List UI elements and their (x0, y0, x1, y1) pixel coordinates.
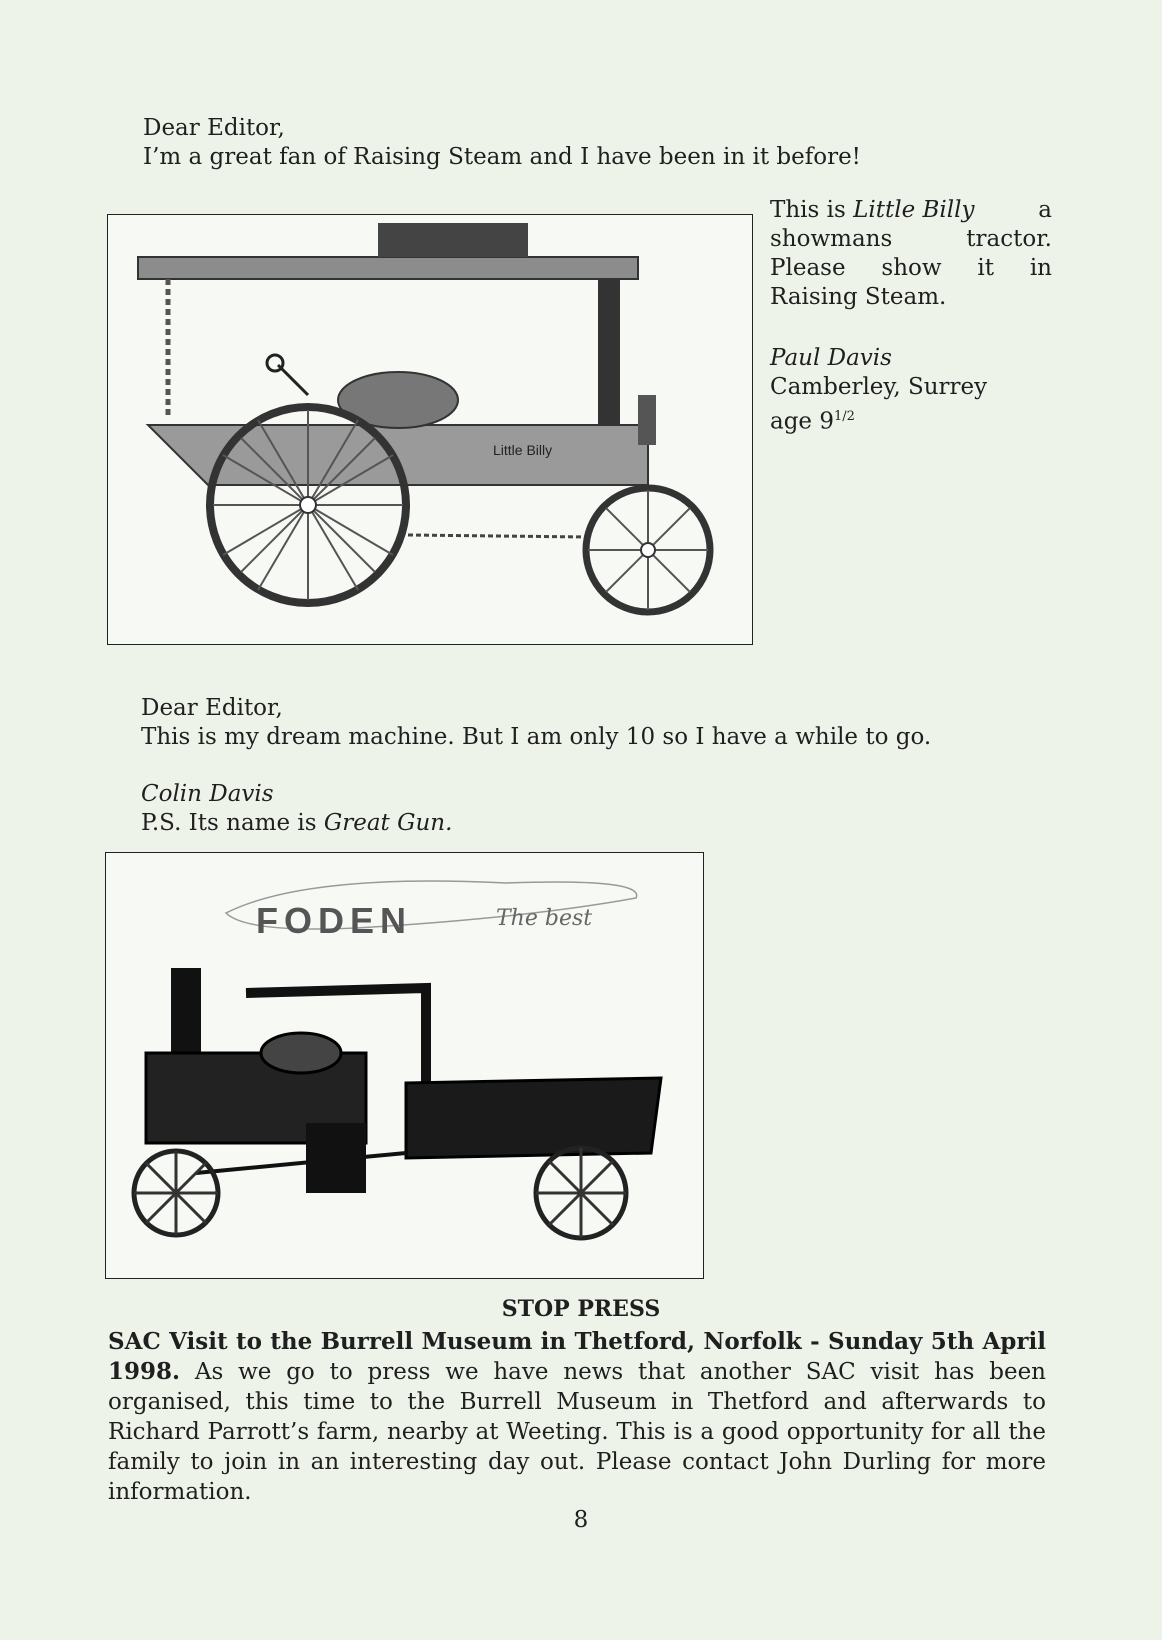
caption-word: Raising Steam. (770, 284, 947, 310)
letter2-postscript (141, 809, 452, 838)
caption-row1-end: a (1038, 197, 1052, 223)
best-label: The best (496, 906, 593, 931)
great-gun-drawing (105, 852, 704, 1279)
letter2-greeting: Dear Editor, (141, 695, 283, 721)
stop-press-text: As we go to press we have news that another SAC visit has been organised, this time to the Burrell Museum in Thetford and afterwards to Richard Parrott’s farm, nearby at Weeting. This is a good opportunity for all the family to join in an interesting day out. Please contact John Durling for more information. (108, 1359, 1046, 1505)
letter2-signature: Colin Davis (141, 781, 274, 807)
caption-word: show (881, 255, 942, 281)
caption-word: showmans (770, 226, 893, 252)
caption-prefix: This is (770, 197, 854, 223)
foden-label: FODEN (256, 900, 412, 941)
stop-press-heading: STOP PRESS (501, 1296, 661, 1322)
caption-word: tractor. (966, 226, 1052, 252)
caption-word: Please (770, 255, 846, 281)
stop-press-body (108, 1298, 1046, 1507)
letter2-body: This is my dream machine. But I am only 10 so I have a while to go. (141, 724, 932, 750)
drawing1-caption (770, 196, 1052, 312)
age-fraction: 1/2 (834, 409, 855, 424)
letter1-body: I’m a great fan of Raising Steam and I have been in it before! (143, 144, 861, 170)
letter1-place: Camberley, Surrey (770, 374, 988, 400)
page-number: 8 (573, 1507, 589, 1533)
caption-word: in (1029, 255, 1052, 281)
little-billy-drawing (107, 214, 753, 645)
caption-name: Little Billy (853, 197, 975, 223)
letter1-signature: Paul Davis (770, 345, 892, 371)
age-prefix: age 9 (770, 408, 834, 435)
little-billy-label: Little Billy (493, 442, 553, 458)
ps-prefix: P.S. Its name is (141, 810, 324, 836)
letter1-age (770, 402, 855, 437)
caption-word: it (977, 255, 994, 281)
letter1-greeting: Dear Editor, (143, 115, 285, 141)
ps-name: Great Gun. (323, 810, 453, 836)
stop-press-lead: SAC Visit to the Burrell Museum in Thetford, Norfolk - Sunday 5th April 1998. (108, 1328, 1046, 1385)
